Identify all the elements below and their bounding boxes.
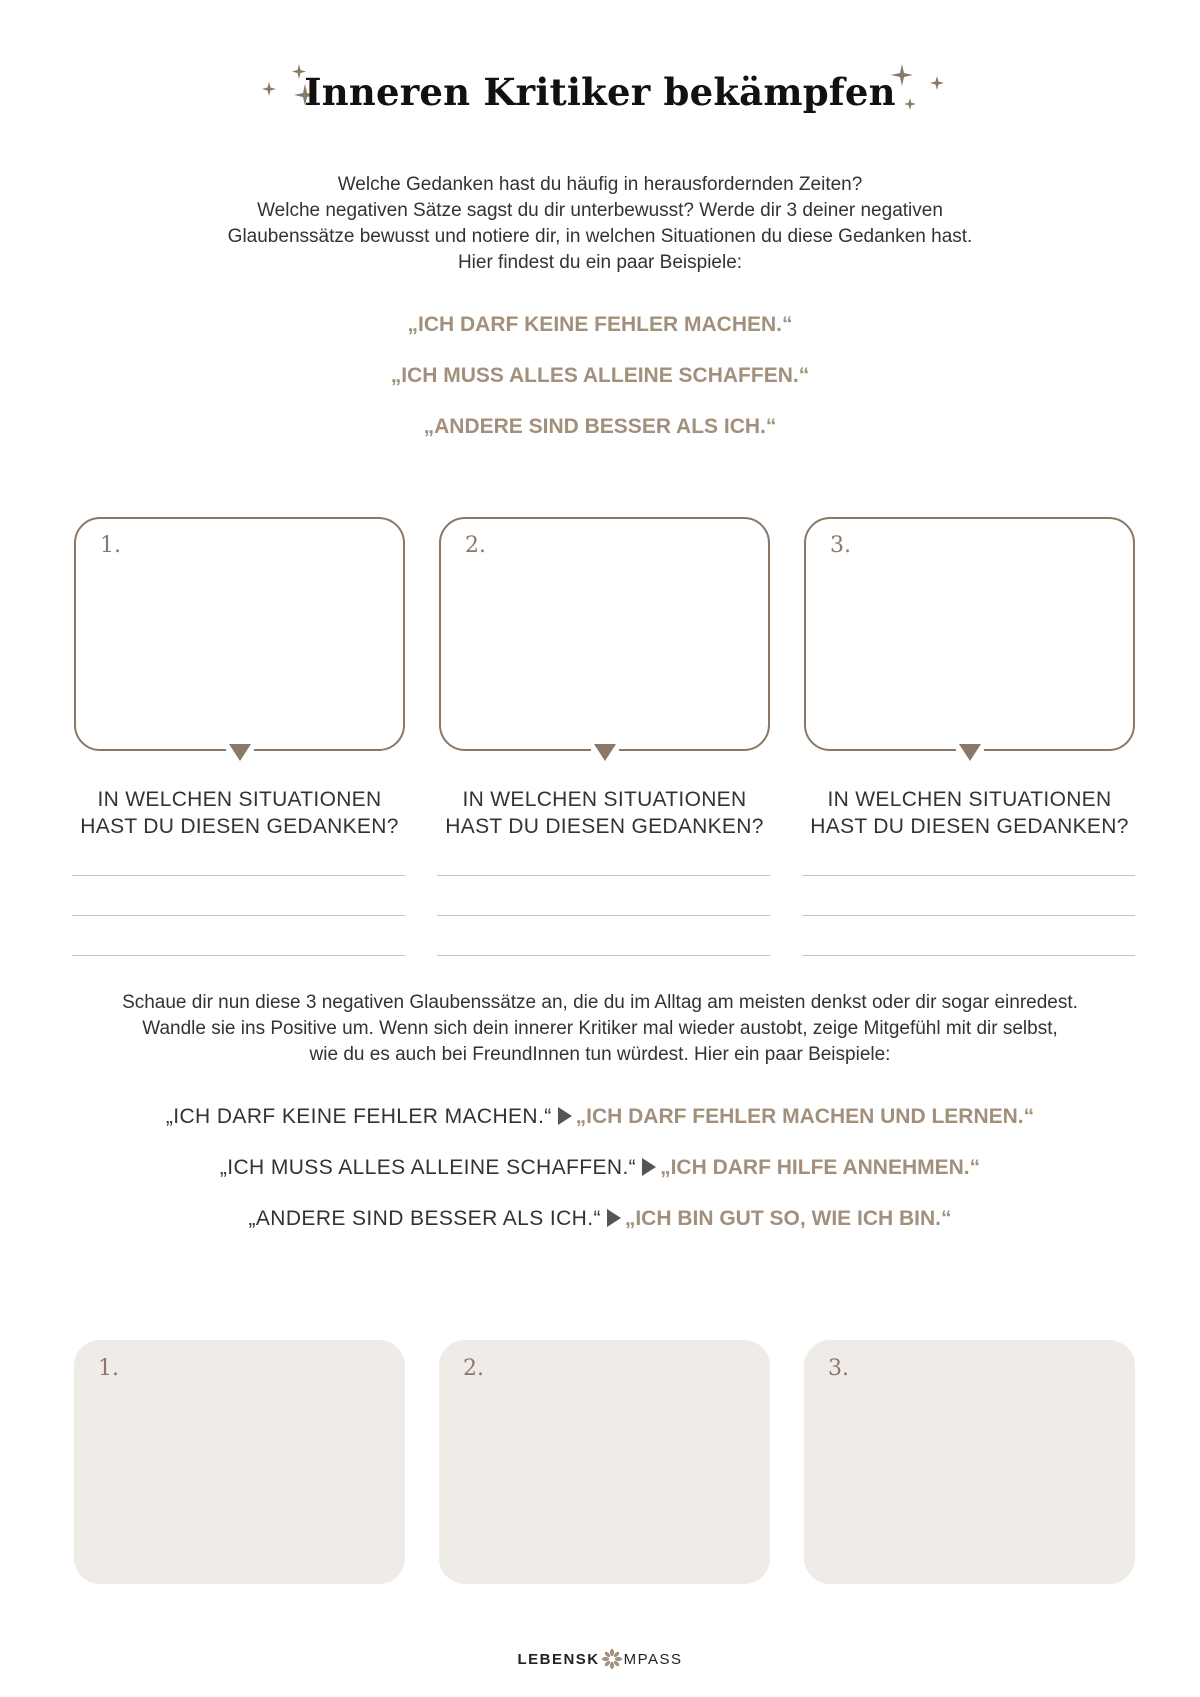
- question-line: IN WELCHEN SITUATIONEN: [97, 788, 382, 811]
- box-number: 2.: [463, 1356, 484, 1381]
- box-number: 3.: [828, 1356, 849, 1381]
- situation-question-2: [439, 786, 770, 840]
- box-number: 1.: [100, 533, 121, 558]
- thought-box-2[interactable]: [439, 517, 770, 751]
- positive-belief: „ICH BIN GUT SO, WIE ICH BIN.“: [624, 1207, 952, 1230]
- writing-line[interactable]: [437, 915, 770, 916]
- compass-flower-icon: [601, 1648, 623, 1670]
- question-line: HAST DU DIESEN GEDANKEN?: [445, 815, 764, 838]
- instruction-line: wie du es auch bei FreundInnen tun würdest. Hier ein paar Beispiele:: [309, 1044, 891, 1065]
- writing-line[interactable]: [437, 875, 770, 876]
- brand-text-part1: LEBENSK: [517, 1651, 600, 1668]
- instruction-line: Schaue dir nun diese 3 negativen Glaubenssätze an, die du im Alltag am meisten denkst oder dir sogar einredest.: [122, 992, 1078, 1013]
- situation-question-1: [74, 786, 405, 840]
- instruction-paragraph: [0, 990, 1200, 1068]
- pointer-down-icon: [959, 744, 981, 761]
- situation-question-3: [804, 786, 1135, 840]
- pointer-down-icon: [594, 744, 616, 761]
- pointer-down-icon: [229, 744, 251, 761]
- header: [0, 62, 1200, 132]
- instruction-line: Wandle sie ins Positive um. Wenn sich dein innerer Kritiker mal wieder austobt, zeige Mitgefühl mit dir selbst,: [142, 1018, 1058, 1039]
- writing-line[interactable]: [72, 955, 405, 956]
- writing-line[interactable]: [802, 875, 1135, 876]
- example-belief: „ICH DARF KEINE FEHLER MACHEN.“: [407, 313, 793, 336]
- answer-box-3[interactable]: [804, 1340, 1135, 1584]
- box-number: 3.: [830, 533, 851, 558]
- writing-line[interactable]: [802, 915, 1135, 916]
- negative-belief: „ANDERE SIND BESSER ALS ICH.“: [248, 1207, 601, 1230]
- transformation-row-3: [0, 1207, 1200, 1231]
- question-line: IN WELCHEN SITUATIONEN: [462, 788, 747, 811]
- arrow-right-icon: [558, 1107, 572, 1125]
- transformation-row-2: [0, 1156, 1200, 1180]
- intro-line: Glaubenssätze bewusst und notiere dir, in welchen Situationen du diese Gedanken hast.: [227, 226, 973, 247]
- answer-box-2[interactable]: [439, 1340, 770, 1584]
- box-number: 1.: [98, 1356, 119, 1381]
- example-beliefs: [0, 310, 1200, 463]
- thought-box-3[interactable]: [804, 517, 1135, 751]
- negative-belief: „ICH MUSS ALLES ALLEINE SCHAFFEN.“: [219, 1156, 637, 1179]
- box-number: 2.: [465, 533, 486, 558]
- intro-line: Hier findest du ein paar Beispiele:: [457, 252, 743, 273]
- intro-line: Welche Gedanken hast du häufig in herausfordernden Zeiten?: [337, 174, 863, 195]
- question-line: IN WELCHEN SITUATIONEN: [827, 788, 1112, 811]
- question-line: HAST DU DIESEN GEDANKEN?: [80, 815, 399, 838]
- writing-line[interactable]: [72, 915, 405, 916]
- example-belief: „ANDERE SIND BESSER ALS ICH.“: [423, 415, 777, 438]
- footer-logo: [0, 1648, 1200, 1670]
- writing-line[interactable]: [72, 875, 405, 876]
- question-line: HAST DU DIESEN GEDANKEN?: [810, 815, 1129, 838]
- intro-line: Welche negativen Sätze sagst du dir unterbewusst? Werde dir 3 deiner negativen: [257, 200, 943, 221]
- arrow-right-icon: [607, 1209, 621, 1227]
- brand-text-part2: MPASS: [623, 1651, 683, 1668]
- transformation-row-1: [0, 1105, 1200, 1129]
- writing-line[interactable]: [437, 955, 770, 956]
- positive-belief: „ICH DARF HILFE ANNEHMEN.“: [660, 1156, 981, 1179]
- example-belief: „ICH MUSS ALLES ALLEINE SCHAFFEN.“: [390, 364, 810, 387]
- positive-belief: „ICH DARF FEHLER MACHEN UND LERNEN.“: [575, 1105, 1035, 1128]
- intro-paragraph: [0, 172, 1200, 276]
- sparkle-icon-right: [880, 62, 950, 122]
- page-title: Inneren Kritiker bekämpfen: [304, 70, 896, 114]
- thought-box-1[interactable]: [74, 517, 405, 751]
- answer-box-1[interactable]: [74, 1340, 405, 1584]
- writing-line[interactable]: [802, 955, 1135, 956]
- negative-belief: „ICH DARF KEINE FEHLER MACHEN.“: [165, 1105, 552, 1128]
- arrow-right-icon: [642, 1158, 656, 1176]
